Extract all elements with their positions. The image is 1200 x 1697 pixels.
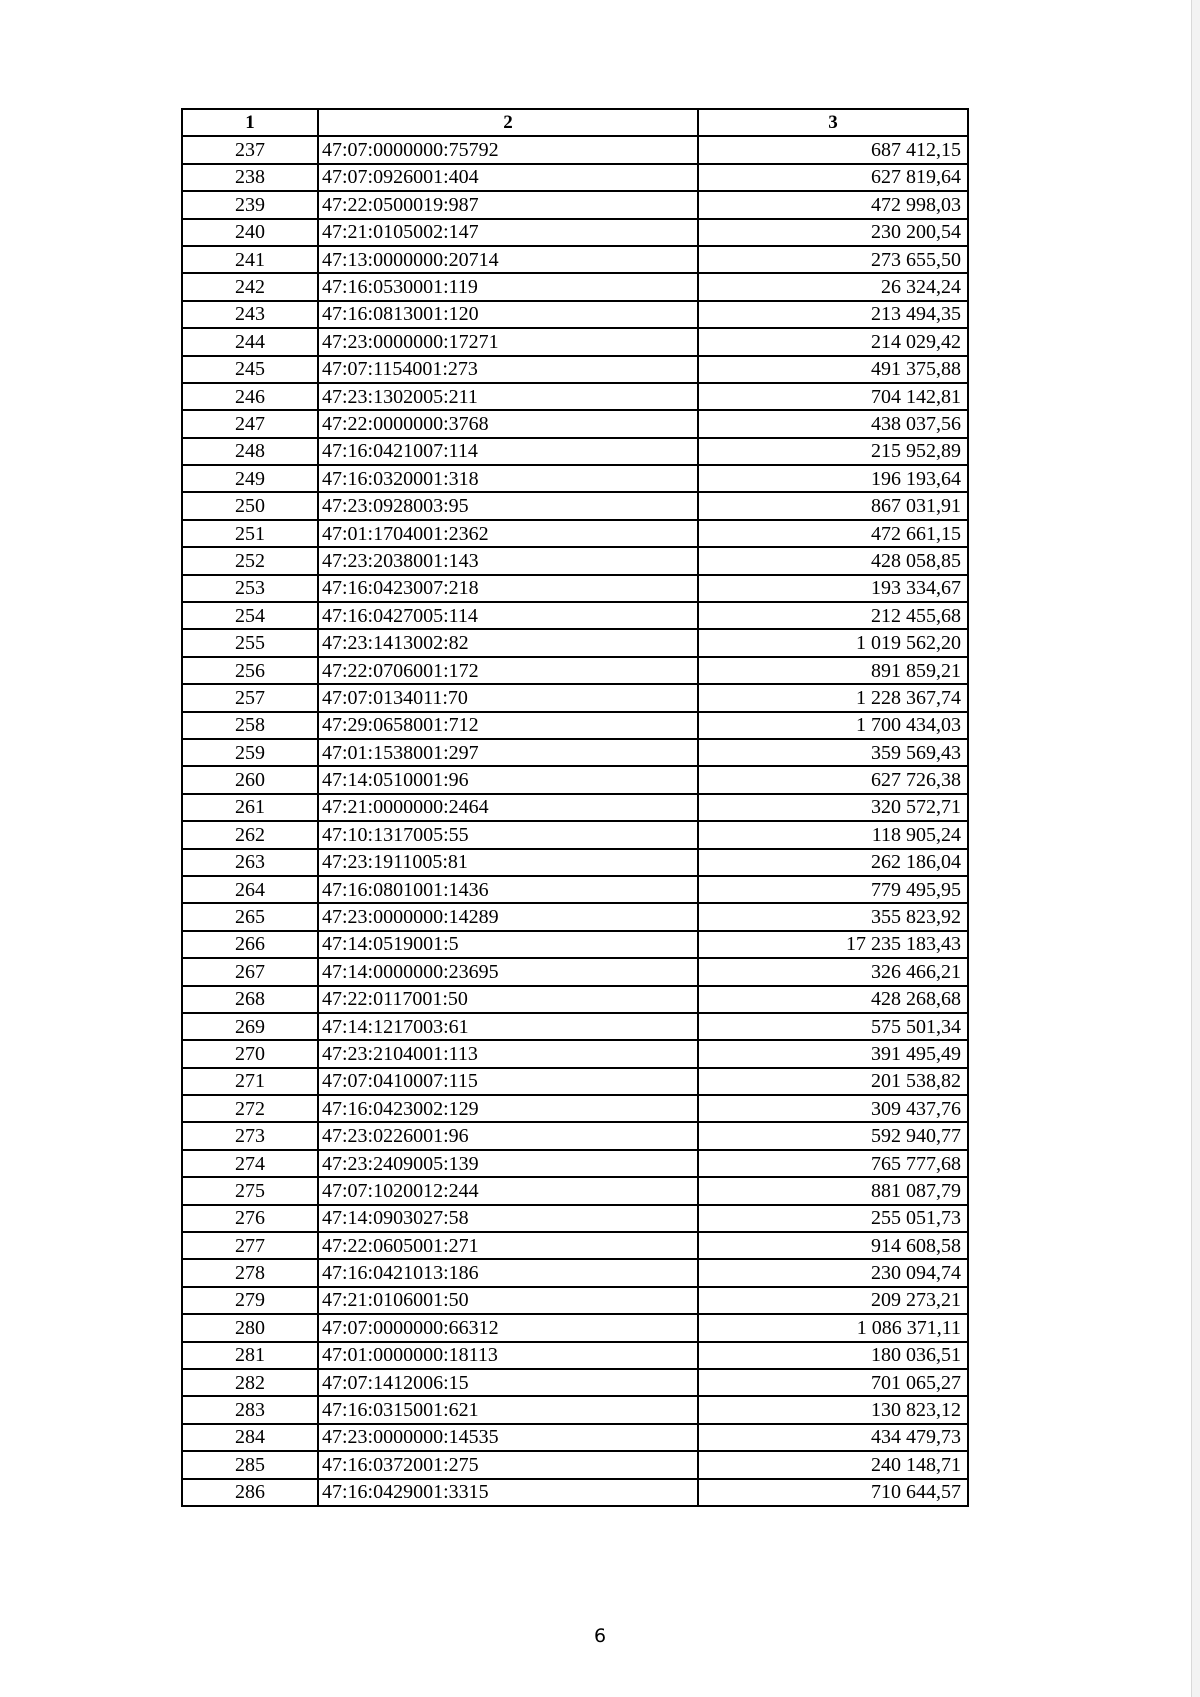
- value-cell: 193 334,67: [698, 575, 968, 602]
- value-cell: 914 608,58: [698, 1232, 968, 1259]
- cadastral-number-cell: 47:16:0423002:129: [318, 1095, 698, 1122]
- row-number-cell: 281: [182, 1342, 318, 1369]
- row-number-cell: 272: [182, 1095, 318, 1122]
- row-number-cell: 269: [182, 1013, 318, 1040]
- table-row: [182, 1040, 968, 1067]
- cadastral-number-cell: 47:23:2038001:143: [318, 547, 698, 574]
- row-number-cell: 261: [182, 794, 318, 821]
- cadastral-number-cell: 47:22:0117001:50: [318, 986, 698, 1013]
- table-row: [182, 164, 968, 191]
- cadastral-number-cell: 47:23:1302005:211: [318, 383, 698, 410]
- cadastral-number-cell: 47:23:2409005:139: [318, 1150, 698, 1177]
- cadastral-number-cell: 47:23:0000000:17271: [318, 328, 698, 355]
- table-row: [182, 1314, 968, 1341]
- row-number-cell: 251: [182, 520, 318, 547]
- table-row: [182, 1013, 968, 1040]
- value-cell: 438 037,56: [698, 410, 968, 437]
- row-number-cell: 260: [182, 766, 318, 793]
- row-number-cell: 267: [182, 958, 318, 985]
- value-cell: 355 823,92: [698, 903, 968, 930]
- page-edge: [1191, 0, 1200, 1697]
- cadastral-number-cell: 47:23:2104001:113: [318, 1040, 698, 1067]
- row-number-cell: 244: [182, 328, 318, 355]
- cadastral-number-cell: 47:22:0706001:172: [318, 657, 698, 684]
- table-row: [182, 849, 968, 876]
- cadastral-number-cell: 47:16:0421013:186: [318, 1259, 698, 1286]
- row-number-cell: 275: [182, 1177, 318, 1204]
- value-cell: 701 065,27: [698, 1369, 968, 1396]
- cadastral-number-cell: 47:16:0315001:621: [318, 1396, 698, 1423]
- cadastral-number-cell: 47:23:1413002:82: [318, 629, 698, 656]
- row-number-cell: 253: [182, 575, 318, 602]
- table-row: [182, 657, 968, 684]
- cadastral-number-cell: 47:29:0658001:712: [318, 712, 698, 739]
- row-number-cell: 238: [182, 164, 318, 191]
- table-row: [182, 136, 968, 163]
- row-number-cell: 279: [182, 1287, 318, 1314]
- table-row: [182, 1424, 968, 1451]
- value-cell: 209 273,21: [698, 1287, 968, 1314]
- row-number-cell: 276: [182, 1205, 318, 1232]
- table-row: [182, 383, 968, 410]
- cadastral-number-cell: 47:07:1412006:15: [318, 1369, 698, 1396]
- row-number-cell: 250: [182, 492, 318, 519]
- cadastral-number-cell: 47:01:1704001:2362: [318, 520, 698, 547]
- table-body: [182, 136, 968, 1506]
- table-row: [182, 191, 968, 218]
- row-number-cell: 258: [182, 712, 318, 739]
- value-cell: 1 700 434,03: [698, 712, 968, 739]
- table-row: [182, 575, 968, 602]
- cadastral-number-cell: 47:23:0226001:96: [318, 1122, 698, 1149]
- table-row: [182, 1342, 968, 1369]
- row-number-cell: 248: [182, 438, 318, 465]
- table-row: [182, 931, 968, 958]
- table-row: [182, 1068, 968, 1095]
- table-row: [182, 356, 968, 383]
- value-cell: 765 777,68: [698, 1150, 968, 1177]
- column-header-1: 1: [182, 109, 318, 136]
- table-row: [182, 629, 968, 656]
- table-row: [182, 986, 968, 1013]
- value-cell: 309 437,76: [698, 1095, 968, 1122]
- row-number-cell: 274: [182, 1150, 318, 1177]
- cadastral-number-cell: 47:16:0372001:275: [318, 1451, 698, 1478]
- table-row: [182, 1479, 968, 1506]
- value-cell: 881 087,79: [698, 1177, 968, 1204]
- cadastral-number-cell: 47:22:0605001:271: [318, 1232, 698, 1259]
- row-number-cell: 270: [182, 1040, 318, 1067]
- table-row: [182, 246, 968, 273]
- row-number-cell: 246: [182, 383, 318, 410]
- row-number-cell: 268: [182, 986, 318, 1013]
- value-cell: 472 661,15: [698, 520, 968, 547]
- table-row: [182, 1369, 968, 1396]
- value-cell: 1 086 371,11: [698, 1314, 968, 1341]
- row-number-cell: 239: [182, 191, 318, 218]
- row-number-cell: 259: [182, 739, 318, 766]
- table-row: [182, 1396, 968, 1423]
- table-row: [182, 328, 968, 355]
- cadastral-number-cell: 47:23:0928003:95: [318, 492, 698, 519]
- value-cell: 214 029,42: [698, 328, 968, 355]
- table-row: [182, 794, 968, 821]
- cadastral-number-cell: 47:07:0000000:66312: [318, 1314, 698, 1341]
- value-cell: 428 058,85: [698, 547, 968, 574]
- row-number-cell: 249: [182, 465, 318, 492]
- row-number-cell: 286: [182, 1479, 318, 1506]
- cadastral-number-cell: 47:22:0500019:987: [318, 191, 698, 218]
- row-number-cell: 240: [182, 219, 318, 246]
- cadastral-number-cell: 47:21:0105002:147: [318, 219, 698, 246]
- table-row: [182, 876, 968, 903]
- table-row: [182, 465, 968, 492]
- cadastral-number-cell: 47:23:0000000:14289: [318, 903, 698, 930]
- table-row: [182, 1287, 968, 1314]
- table-row: [182, 547, 968, 574]
- cadastral-number-cell: 47:07:0926001:404: [318, 164, 698, 191]
- row-number-cell: 284: [182, 1424, 318, 1451]
- row-number-cell: 266: [182, 931, 318, 958]
- table-row: [182, 684, 968, 711]
- row-number-cell: 243: [182, 301, 318, 328]
- value-cell: 240 148,71: [698, 1451, 968, 1478]
- page-number: 6: [593, 1625, 607, 1647]
- value-cell: 779 495,95: [698, 876, 968, 903]
- row-number-cell: 273: [182, 1122, 318, 1149]
- cadastral-number-cell: 47:01:1538001:297: [318, 739, 698, 766]
- cadastral-number-cell: 47:07:1020012:244: [318, 1177, 698, 1204]
- value-cell: 26 324,24: [698, 273, 968, 300]
- table-row: [182, 821, 968, 848]
- value-cell: 326 466,21: [698, 958, 968, 985]
- row-number-cell: 252: [182, 547, 318, 574]
- value-cell: 1 228 367,74: [698, 684, 968, 711]
- table-row: [182, 219, 968, 246]
- table-row: [182, 301, 968, 328]
- value-cell: 273 655,50: [698, 246, 968, 273]
- cadastral-number-cell: 47:14:0000000:23695: [318, 958, 698, 985]
- value-cell: 687 412,15: [698, 136, 968, 163]
- table-row: [182, 1232, 968, 1259]
- row-number-cell: 263: [182, 849, 318, 876]
- value-cell: 180 036,51: [698, 1342, 968, 1369]
- cadastral-number-cell: 47:13:0000000:20714: [318, 246, 698, 273]
- table-row: [182, 958, 968, 985]
- table-row: [182, 766, 968, 793]
- value-cell: 262 186,04: [698, 849, 968, 876]
- table-row: [182, 1095, 968, 1122]
- table-row: [182, 410, 968, 437]
- value-cell: 230 200,54: [698, 219, 968, 246]
- row-number-cell: 280: [182, 1314, 318, 1341]
- table-row: [182, 520, 968, 547]
- value-cell: 17 235 183,43: [698, 931, 968, 958]
- value-cell: 255 051,73: [698, 1205, 968, 1232]
- value-cell: 1 019 562,20: [698, 629, 968, 656]
- value-cell: 215 952,89: [698, 438, 968, 465]
- value-cell: 491 375,88: [698, 356, 968, 383]
- row-number-cell: 283: [182, 1396, 318, 1423]
- cadastral-number-cell: 47:01:0000000:18113: [318, 1342, 698, 1369]
- row-number-cell: 271: [182, 1068, 318, 1095]
- value-cell: 391 495,49: [698, 1040, 968, 1067]
- row-number-cell: 278: [182, 1259, 318, 1286]
- value-cell: 575 501,34: [698, 1013, 968, 1040]
- row-number-cell: 256: [182, 657, 318, 684]
- cadastral-number-cell: 47:16:0530001:119: [318, 273, 698, 300]
- table-row: [182, 712, 968, 739]
- table-header-row: [182, 109, 968, 136]
- value-cell: 320 572,71: [698, 794, 968, 821]
- row-number-cell: 245: [182, 356, 318, 383]
- cadastral-number-cell: 47:14:0519001:5: [318, 931, 698, 958]
- cadastral-number-cell: 47:23:1911005:81: [318, 849, 698, 876]
- table-row: [182, 602, 968, 629]
- row-number-cell: 237: [182, 136, 318, 163]
- cadastral-number-cell: 47:07:0000000:75792: [318, 136, 698, 163]
- value-cell: 867 031,91: [698, 492, 968, 519]
- column-header-2: 2: [318, 109, 698, 136]
- value-cell: 230 094,74: [698, 1259, 968, 1286]
- table-row: [182, 1177, 968, 1204]
- cadastral-number-cell: 47:16:0801001:1436: [318, 876, 698, 903]
- cadastral-number-cell: 47:16:0423007:218: [318, 575, 698, 602]
- value-cell: 212 455,68: [698, 602, 968, 629]
- cadastral-number-cell: 47:07:0410007:115: [318, 1068, 698, 1095]
- row-number-cell: 265: [182, 903, 318, 930]
- value-cell: 213 494,35: [698, 301, 968, 328]
- value-cell: 710 644,57: [698, 1479, 968, 1506]
- table-row: [182, 1150, 968, 1177]
- row-number-cell: 262: [182, 821, 318, 848]
- row-number-cell: 241: [182, 246, 318, 273]
- cadastral-table: [181, 108, 969, 1507]
- row-number-cell: 264: [182, 876, 318, 903]
- value-cell: 434 479,73: [698, 1424, 968, 1451]
- cadastral-number-cell: 47:21:0106001:50: [318, 1287, 698, 1314]
- row-number-cell: 255: [182, 629, 318, 656]
- cadastral-number-cell: 47:14:0510001:96: [318, 766, 698, 793]
- row-number-cell: 257: [182, 684, 318, 711]
- table-row: [182, 739, 968, 766]
- table-row: [182, 1205, 968, 1232]
- table-row: [182, 438, 968, 465]
- table-row: [182, 1451, 968, 1478]
- row-number-cell: 285: [182, 1451, 318, 1478]
- table-row: [182, 492, 968, 519]
- cadastral-number-cell: 47:16:0429001:3315: [318, 1479, 698, 1506]
- cadastral-number-cell: 47:16:0427005:114: [318, 602, 698, 629]
- value-cell: 627 819,64: [698, 164, 968, 191]
- cadastral-number-cell: 47:23:0000000:14535: [318, 1424, 698, 1451]
- column-header-3: 3: [698, 109, 968, 136]
- value-cell: 201 538,82: [698, 1068, 968, 1095]
- value-cell: 704 142,81: [698, 383, 968, 410]
- value-cell: 627 726,38: [698, 766, 968, 793]
- value-cell: 130 823,12: [698, 1396, 968, 1423]
- row-number-cell: 254: [182, 602, 318, 629]
- row-number-cell: 247: [182, 410, 318, 437]
- row-number-cell: 277: [182, 1232, 318, 1259]
- value-cell: 891 859,21: [698, 657, 968, 684]
- value-cell: 472 998,03: [698, 191, 968, 218]
- table-row: [182, 903, 968, 930]
- cadastral-number-cell: 47:14:0903027:58: [318, 1205, 698, 1232]
- cadastral-number-cell: 47:14:1217003:61: [318, 1013, 698, 1040]
- cadastral-number-cell: 47:21:0000000:2464: [318, 794, 698, 821]
- row-number-cell: 242: [182, 273, 318, 300]
- table-row: [182, 1259, 968, 1286]
- value-cell: 428 268,68: [698, 986, 968, 1013]
- cadastral-number-cell: 47:16:0421007:114: [318, 438, 698, 465]
- cadastral-number-cell: 47:16:0320001:318: [318, 465, 698, 492]
- cadastral-number-cell: 47:07:0134011:70: [318, 684, 698, 711]
- value-cell: 359 569,43: [698, 739, 968, 766]
- row-number-cell: 282: [182, 1369, 318, 1396]
- table-row: [182, 273, 968, 300]
- cadastral-number-cell: 47:16:0813001:120: [318, 301, 698, 328]
- value-cell: 118 905,24: [698, 821, 968, 848]
- table-row: [182, 1122, 968, 1149]
- cadastral-number-cell: 47:10:1317005:55: [318, 821, 698, 848]
- value-cell: 592 940,77: [698, 1122, 968, 1149]
- cadastral-number-cell: 47:07:1154001:273: [318, 356, 698, 383]
- cadastral-number-cell: 47:22:0000000:3768: [318, 410, 698, 437]
- value-cell: 196 193,64: [698, 465, 968, 492]
